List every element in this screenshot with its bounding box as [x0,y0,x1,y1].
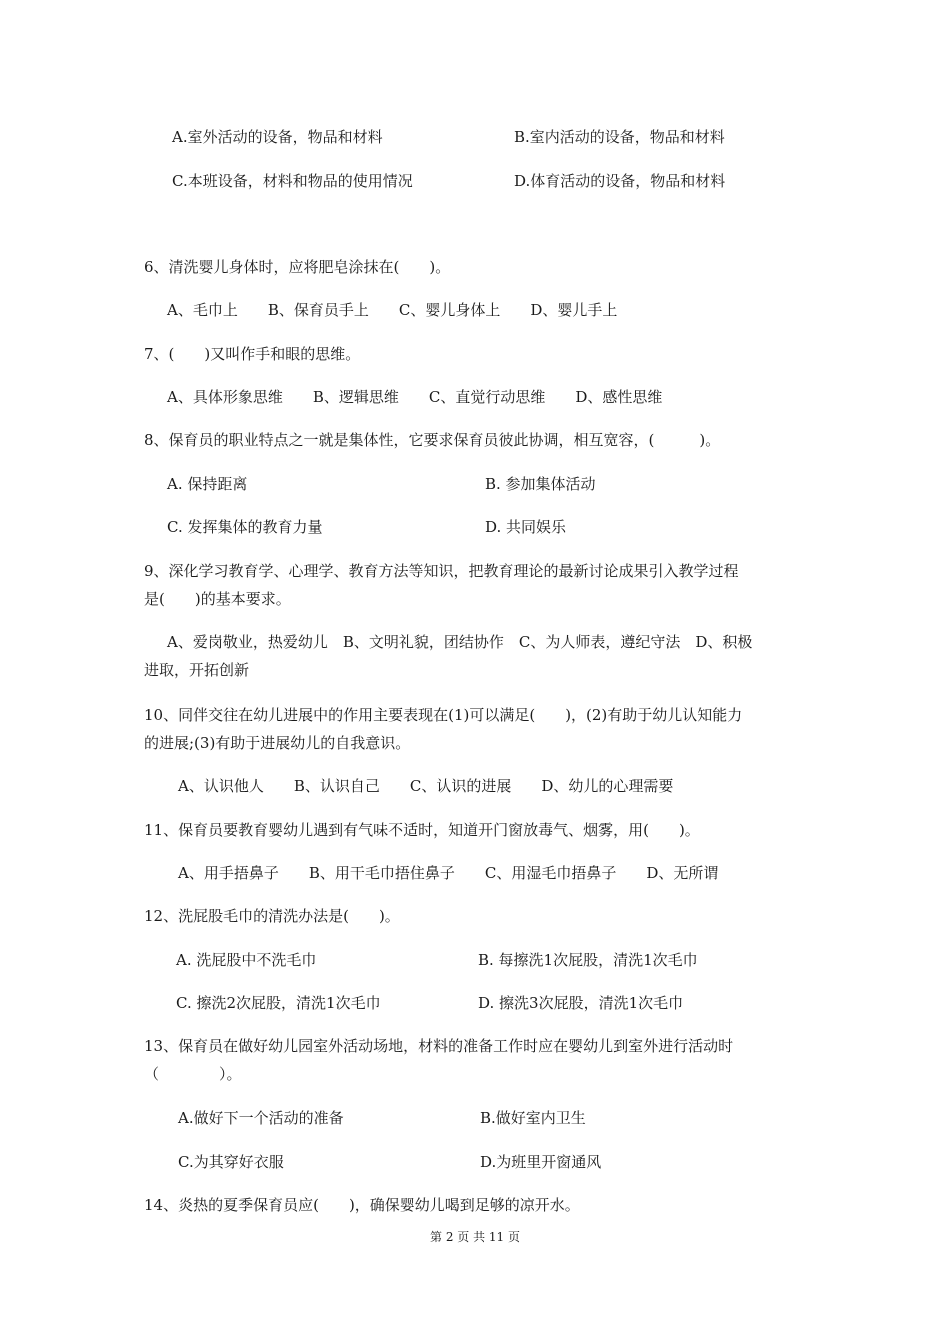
q10-stem-line-2: 的进展;(3)有助于进展幼儿的自我意识。 [144,734,411,752]
q13-stem-line-1: 13、保育员在做好幼儿园室外活动场地，材料的准备工作时应在婴幼儿到室外进行活动时 [144,1037,734,1055]
q10-options: A、认识他人 B、认识自己 C、认识的进展 D、幼儿的心理需要 [178,777,674,795]
q5-option-d: D.体育活动的设备，物品和材料 [514,172,726,190]
q12-option-a: A. 洗屁股中不洗毛巾 [176,951,317,969]
q13-option-d: D.为班里开窗通风 [480,1153,602,1171]
q9-stem-line-2: 是( )的基本要求。 [144,590,291,608]
q11-options: A、用手捂鼻子 B、用干毛巾捂住鼻子 C、用湿毛巾捂鼻子 D、无所谓 [178,864,719,882]
q12-option-c: C. 擦洗2次屁股，清洗1次毛巾 [176,994,381,1012]
q12-option-b: B. 每擦洗1次屁股，清洗1次毛巾 [478,951,698,969]
q7-stem: 7、( )又叫作手和眼的思维。 [144,345,361,363]
q8-option-a: A. 保持距离 [167,475,248,493]
q5-option-a: A.室外活动的设备，物品和材料 [172,128,383,146]
q5-option-c: C.本班设备，材料和物品的使用情况 [172,172,413,190]
q13-option-a: A.做好下一个活动的准备 [178,1109,344,1127]
q13-option-c: C.为其穿好衣服 [178,1153,284,1171]
q13-stem-line-2: （ ）。 [144,1065,242,1083]
q10-stem-line-1: 10、同伴交往在幼儿进展中的作用主要表现在(1)可以满足( )，(2)有助于幼儿认知能力 [144,706,743,724]
q13-option-b: B.做好室内卫生 [480,1109,586,1127]
q12-option-d: D. 擦洗3次屁股，清洗1次毛巾 [478,994,684,1012]
q14-stem: 14、炎热的夏季保育员应( )，确保婴幼儿喝到足够的凉开水。 [144,1196,580,1214]
q8-stem: 8、保育员的职业特点之一就是集体性，它要求保育员彼此协调，相互宽容，( )。 [144,431,721,449]
q8-option-d: D. 共同娱乐 [485,518,567,536]
q6-options: A、毛巾上 B、保育员手上 C、婴儿身体上 D、婴儿手上 [167,301,618,319]
q12-stem: 12、洗屁股毛巾的清洗办法是( )。 [144,907,400,925]
q9-options-line-2: 进取，开拓创新 [144,661,250,679]
q9-stem-line-1: 9、深化学习教育学、心理学、教育方法等知识，把教育理论的最新讨论成果引入教学过程 [144,562,739,580]
q9-options-line-1: A、爱岗敬业，热爱幼儿 B、文明礼貌，团结协作 C、为人师表，遵纪守法 D、积极 [167,633,753,651]
q6-stem: 6、清洗婴儿身体时，应将肥皂涂抹在( )。 [144,258,451,276]
q5-option-b: B.室内活动的设备，物品和材料 [514,128,725,146]
page-footer: 第 2 页 共 11 页 [430,1230,520,1244]
q7-options: A、具体形象思维 B、逻辑思维 C、直觉行动思维 D、感性思维 [167,388,663,406]
q11-stem: 11、保育员要教育婴幼儿遇到有气味不适时，知道开门窗放毒气、烟雾，用( )。 [144,821,700,839]
q8-option-b: B. 参加集体活动 [485,475,596,493]
q8-option-c: C. 发挥集体的教育力量 [167,518,323,536]
